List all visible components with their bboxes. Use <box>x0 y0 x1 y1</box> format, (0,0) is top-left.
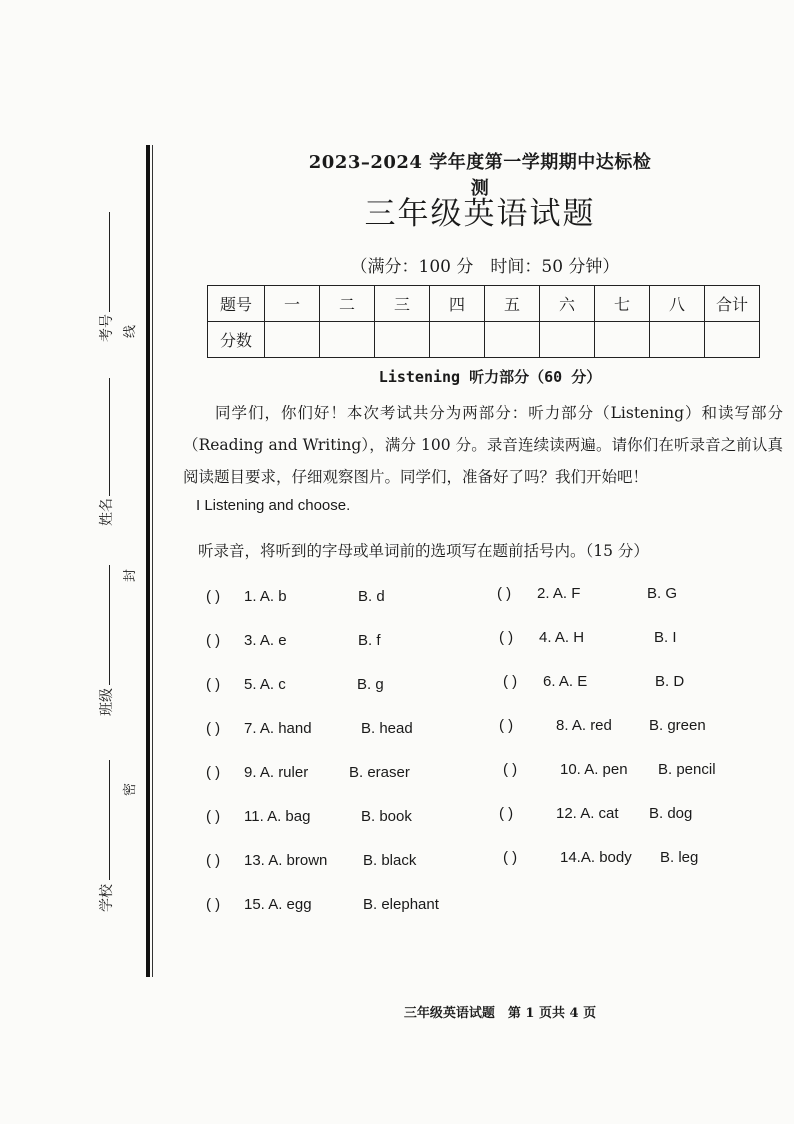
option-a: 10. A. pen <box>560 761 628 778</box>
score-cell: 合计 <box>705 286 760 322</box>
option-b: B. green <box>649 717 706 734</box>
answer-bracket[interactable]: ( ) <box>206 632 221 649</box>
option-b: B. dog <box>649 805 693 822</box>
option-a: 2. A. F <box>537 585 581 602</box>
binding-mark-seal: 封 <box>123 568 139 583</box>
answer-bracket[interactable]: ( ) <box>206 588 221 605</box>
class-fill-line <box>109 565 110 685</box>
option-b: B. D <box>655 673 685 690</box>
answer-bracket[interactable]: ( ) <box>503 761 518 778</box>
score-entry-cell[interactable] <box>595 322 650 358</box>
option-b: B. pencil <box>658 761 716 778</box>
option-a: 9. A. ruler <box>244 764 309 781</box>
page-footer: 三年级英语试题 第 1 页共 4 页 <box>403 1006 597 1021</box>
exam-subtitle: 2023–2024 学年度第一学期期中达标检测 <box>308 152 652 199</box>
question-item <box>206 852 417 869</box>
option-b: B. book <box>361 808 412 825</box>
option-b: B. f <box>358 632 381 649</box>
score-entry-cell[interactable] <box>265 322 320 358</box>
option-b: B. G <box>647 585 678 602</box>
score-table-header-row <box>208 286 760 322</box>
option-a: 14.A. body <box>560 849 632 866</box>
option-b: B. head <box>361 720 413 737</box>
score-entry-cell[interactable] <box>320 322 375 358</box>
score-entry-cell[interactable] <box>375 322 430 358</box>
score-entry-cell[interactable] <box>540 322 595 358</box>
answer-bracket[interactable]: ( ) <box>206 808 221 825</box>
exam-meta: （满分：100 分 时间：50 分钟） <box>350 257 620 277</box>
question-item <box>499 805 693 822</box>
option-b: B. leg <box>660 849 699 866</box>
option-b: B. I <box>654 629 677 646</box>
score-entry-cell[interactable] <box>650 322 705 358</box>
class-label: 班级 <box>99 688 115 716</box>
option-a: 1. A. b <box>244 588 287 605</box>
score-cell: 三 <box>375 286 430 322</box>
answer-bracket[interactable]: ( ) <box>499 717 514 734</box>
option-a: 4. A. H <box>539 629 585 646</box>
name-fill-line <box>109 378 110 496</box>
binding-mark-line: 线 <box>123 324 139 339</box>
option-a: 7. A. hand <box>244 720 312 737</box>
score-entry-cell[interactable] <box>485 322 540 358</box>
answer-bracket[interactable]: ( ) <box>497 585 512 602</box>
score-table <box>207 285 760 358</box>
question-item <box>499 717 706 734</box>
score-cell: 八 <box>650 286 705 322</box>
exam-title: 三年级英语试题 <box>364 196 596 232</box>
option-a: 5. A. c <box>244 676 286 693</box>
answer-bracket[interactable]: ( ) <box>499 629 514 646</box>
binding-line-inner <box>152 145 153 977</box>
option-a: 11. A. bag <box>244 808 311 825</box>
score-cell: 五 <box>485 286 540 322</box>
question-item <box>206 676 384 693</box>
part1-title: I Listening and choose. <box>196 497 351 514</box>
listening-section-heading: Listening 听力部分（60 分） <box>378 368 602 386</box>
question-item <box>497 585 678 602</box>
option-a: 8. A. red <box>556 717 612 734</box>
score-cell: 二 <box>320 286 375 322</box>
score-cell: 七 <box>595 286 650 322</box>
answer-bracket[interactable]: ( ) <box>503 673 518 690</box>
option-a: 6. A. E <box>543 673 588 690</box>
score-cell: 四 <box>430 286 485 322</box>
question-item <box>503 849 699 866</box>
option-a: 13. A. brown <box>244 852 328 869</box>
question-item <box>206 720 413 737</box>
option-b: B. g <box>357 676 384 693</box>
answer-bracket[interactable]: ( ) <box>499 805 514 822</box>
question-item <box>206 588 385 605</box>
score-entry-cell[interactable] <box>705 322 760 358</box>
option-a: 3. A. e <box>244 632 287 649</box>
score-entry-cell[interactable] <box>430 322 485 358</box>
part1-instruction: 听录音，将听到的字母或单词前的选项写在题前括号内。（15 分） <box>198 542 649 560</box>
exam-number-label: 考号 <box>99 314 115 342</box>
score-cell: 六 <box>540 286 595 322</box>
answer-bracket[interactable]: ( ) <box>206 852 221 869</box>
answer-bracket[interactable]: ( ) <box>206 676 221 693</box>
name-label: 姓名 <box>99 498 115 526</box>
score-cell: 分数 <box>208 322 265 358</box>
answer-bracket[interactable]: ( ) <box>206 764 221 781</box>
answer-bracket[interactable]: ( ) <box>206 896 221 913</box>
question-item <box>206 808 412 825</box>
option-b: B. black <box>363 852 417 869</box>
school-fill-line <box>109 760 110 880</box>
option-a: 12. A. cat <box>556 805 619 822</box>
option-a: 15. A. egg <box>244 896 312 913</box>
intro-paragraph: 同学们，你们好！本次考试共分为两部分：听力部分（Listening）和读写部分（Reading and Writing），满分 100 分。录音连续读两遍。请你们在听录音之前认真阅读题目要求，仔细观察图片。同学们，准备好了吗？我们开始吧！ <box>183 404 783 486</box>
answer-bracket[interactable]: ( ) <box>206 720 221 737</box>
question-item <box>503 761 716 778</box>
exam-number-fill-line <box>109 212 110 312</box>
question-item <box>503 673 685 690</box>
school-label: 学校 <box>99 884 115 912</box>
question-item <box>206 764 410 781</box>
option-b: B. eraser <box>349 764 410 781</box>
option-b: B. elephant <box>363 896 439 913</box>
score-cell: 题号 <box>208 286 265 322</box>
answer-bracket[interactable]: ( ) <box>503 849 518 866</box>
question-item <box>206 896 439 913</box>
option-b: B. d <box>358 588 385 605</box>
binding-mark-secret: 密 <box>123 782 139 797</box>
score-table-score-row <box>208 322 760 358</box>
binding-line <box>146 145 150 977</box>
score-cell: 一 <box>265 286 320 322</box>
question-item <box>499 629 677 646</box>
question-item <box>206 632 381 649</box>
